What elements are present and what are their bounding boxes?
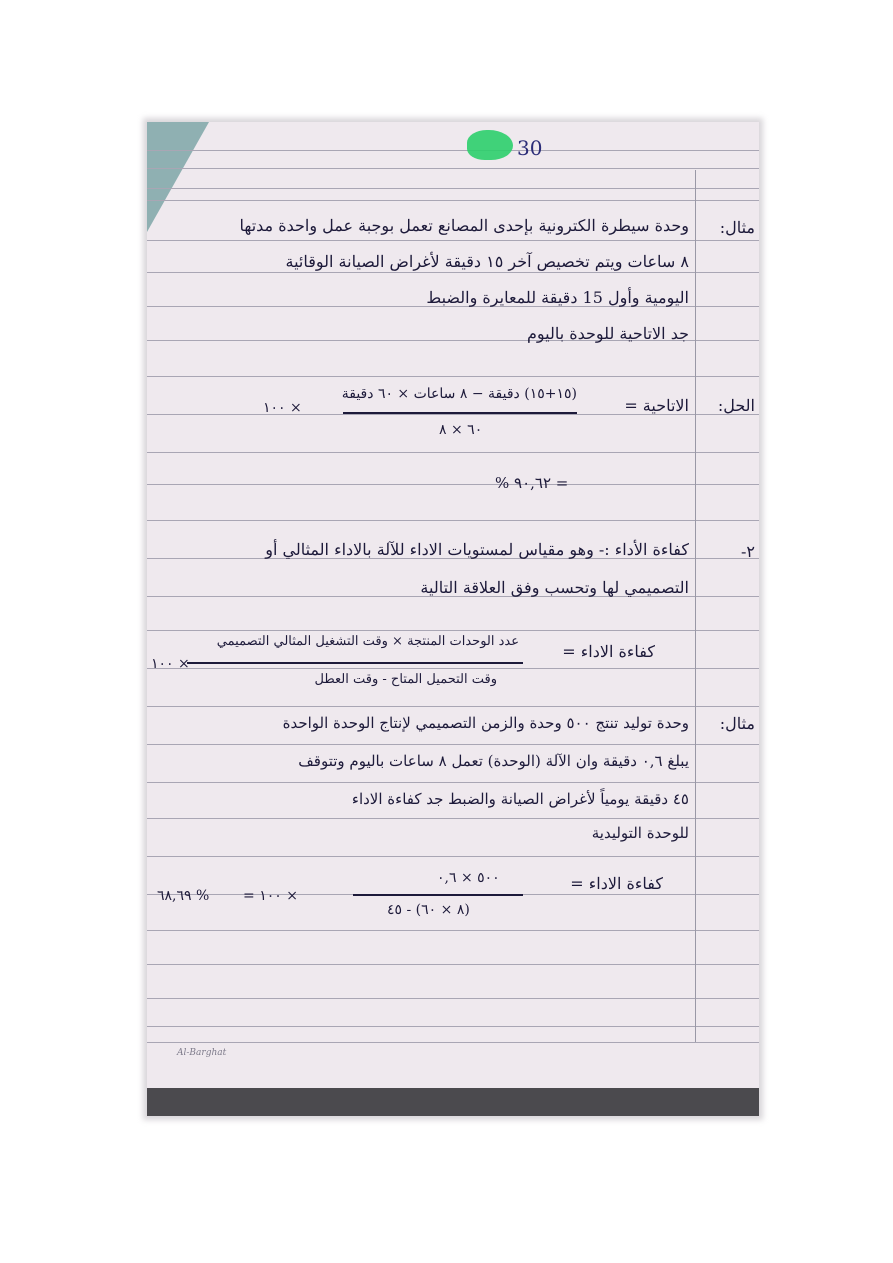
rule-line <box>147 200 759 201</box>
rule-line <box>147 856 759 857</box>
formula-denominator: وقت التحميل المتاح - وقت العطل <box>314 672 497 687</box>
example1-line-2: ٨ ساعات ويتم تخصيص آخر ١٥ دقيقة لأغراض الصيانة الوقائية <box>285 252 689 271</box>
page-bottom-edge <box>147 1088 759 1116</box>
rule-line <box>147 998 759 999</box>
formula-numerator: عدد الوحدات المنتجة × وقت التشغيل المثالي التصميمي <box>216 634 519 649</box>
formula-lhs: كفاءة الاداء = <box>562 642 655 661</box>
rule-line <box>147 706 759 707</box>
efficiency-times100: × ١٠٠ = <box>243 888 298 904</box>
page-corner <box>147 122 209 232</box>
example2-line-3: ٤٥ دقيقة يومياً لأغراض الصيانة والضبط جد كفاءة الاداء <box>351 790 689 808</box>
rule-line <box>147 188 759 189</box>
rule-line <box>147 168 759 169</box>
rule-line <box>147 630 759 631</box>
rule-line <box>147 376 759 377</box>
margin-line <box>695 170 696 1042</box>
availability-denominator: ٦٠ × ٨ <box>439 422 483 438</box>
rule-line <box>147 484 759 485</box>
notebook-brand: Al-Barghat <box>177 1048 227 1058</box>
availability-times100: × ١٠٠ <box>263 400 302 416</box>
section2-line-2: التصميمي لها وتحسب وفق العلاقة التالية <box>420 578 689 597</box>
section2-line-1: كفاءة الأداء :- وهو مقياس لمستويات الاداء للآلة بالاداء المثالي أو <box>265 540 689 559</box>
fraction-line <box>187 662 523 664</box>
highlight-mark <box>467 130 513 160</box>
rule-line <box>147 744 759 745</box>
efficiency-result: ٦٨,٦٩ % <box>157 888 210 904</box>
rule-line <box>147 782 759 783</box>
example1-line-4: جد الاتاحية للوحدة باليوم <box>526 324 689 343</box>
page-number: 30 <box>517 136 543 160</box>
formula-times: × ١٠٠ <box>151 656 190 672</box>
example-label: مثال: <box>719 218 755 237</box>
rule-line <box>147 964 759 965</box>
efficiency-numerator: ٥٠٠ × ٠,٦ <box>437 870 500 886</box>
example2-line-2: يبلغ ٠,٦ دقيقة وان الآلة (الوحدة) تعمل ٨ ساعات باليوم وتتوقف <box>298 752 689 770</box>
rule-line <box>147 150 759 151</box>
example2-line-1: وحدة توليد تنتج ٥٠٠ وحدة والزمن التصميمي لإنتاج الوحدة الواحدة <box>282 714 689 732</box>
fraction-line <box>343 412 577 414</box>
rule-line <box>147 818 759 819</box>
section-number: ٢- <box>741 542 755 561</box>
fraction-line <box>353 894 523 896</box>
availability-result: = ٩٠,٦٢ % <box>495 474 569 492</box>
efficiency-lhs: كفاءة الاداء = <box>570 874 663 893</box>
rule-line <box>147 1042 759 1043</box>
rule-line <box>147 668 759 669</box>
rule-line <box>147 452 759 453</box>
notebook-page <box>147 122 759 1116</box>
solution-label: الحل: <box>717 396 755 415</box>
example2-line-4: للوحدة التوليدية <box>591 824 689 842</box>
example-label: مثال: <box>719 714 755 733</box>
rule-line <box>147 520 759 521</box>
availability-lhs: الاتاحية = <box>624 396 689 415</box>
rule-line <box>147 272 759 273</box>
efficiency-denominator: (٨ × ٦٠) - ٤٥ <box>387 902 470 918</box>
rule-line <box>147 1026 759 1027</box>
rule-line <box>147 930 759 931</box>
example1-line-1: وحدة سيطرة الكترونية بإحدى المصانع تعمل بوجبة عمل واحدة مدتها <box>239 216 689 235</box>
availability-numerator: (١٥+١٥) دقيقة − ٨ ساعات × ٦٠ دقيقة <box>341 386 577 402</box>
rule-line <box>147 240 759 241</box>
example1-line-3: اليومية وأول 15 دقيقة للمعايرة والضبط <box>426 288 689 307</box>
